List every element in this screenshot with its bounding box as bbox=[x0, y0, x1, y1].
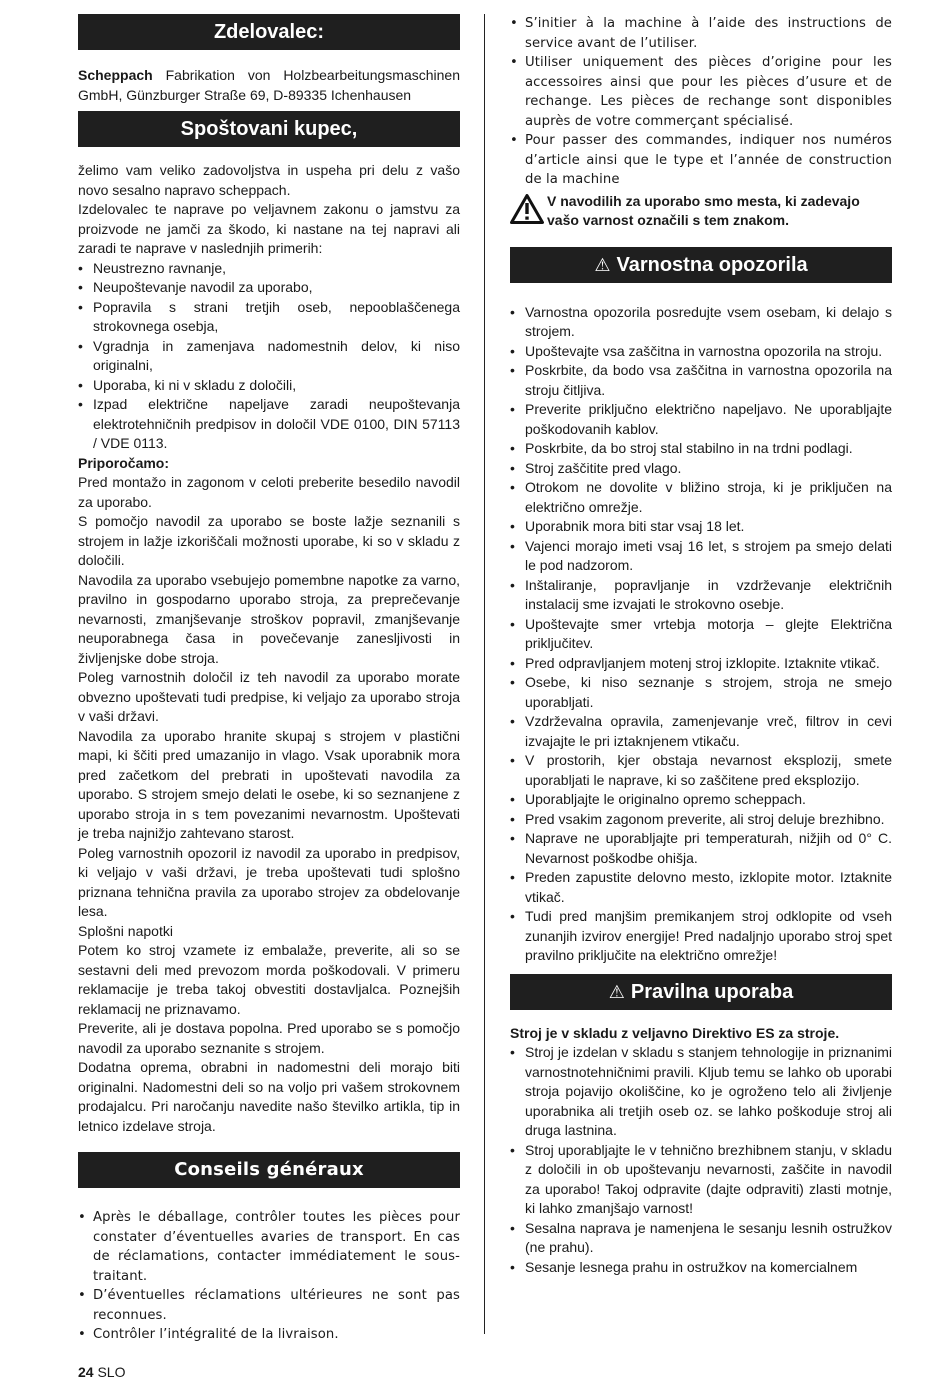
list-item: • Vzdrževalna opravila, zamenjevanje vreč, filtrov in cevi izvajajte le pri iztaknjenem vtikaču. bbox=[510, 712, 892, 751]
conseils-heading: Conseils généraux bbox=[78, 1152, 460, 1188]
list-item: • S’initier à la machine à l’aide des instructions de service avant de l’utiliser. bbox=[510, 14, 892, 53]
warnings-list bbox=[510, 303, 892, 966]
paragraph: Pred montažo in zagonom v celoti preberite besedilo navodil za uporabo. bbox=[78, 474, 460, 510]
list-item: • Uporabnik mora biti star vsaj 18 let. bbox=[510, 517, 892, 537]
list-item: • Naprave ne uporabljajte pri temperaturah, nižjih od 0° C. Nevarnost poškodbe ohišja. bbox=[510, 829, 892, 868]
list-item: • Pred odpravljanjem motenj stroj izklopite. Iztaknite vtikač. bbox=[510, 654, 892, 674]
warnings-heading-label: Varnostna opozorila bbox=[616, 253, 808, 276]
list-item: • D’éventuelles réclamations ultérieures ne sont pas reconnues. bbox=[78, 1286, 460, 1325]
list-item: • Upoštevajte vsa zaščitna in varnostna opozorila na stroju. bbox=[510, 342, 892, 362]
list-item: • Après le déballage, contrôler toutes les pièces pour constater d’éventuelles avaries de transport. En cas de réclamations, contacter immédiatement le sous-traitant. bbox=[78, 1208, 460, 1286]
customer-liability: Izdelovalec te naprave po veljavnem zakonu o jamstvu za proizvode ne jamči za škodo, ki nastane na tej napravi ali zaradi te naprave v naslednjih primerih: bbox=[78, 201, 460, 256]
warning-icon: ⚠ bbox=[608, 981, 625, 1003]
list-item: • Pour passer des commandes, indiquer nos numéros d’article ainsi que le type et l’année de construction de la machine bbox=[510, 131, 892, 190]
column-divider bbox=[484, 14, 485, 1334]
left-column bbox=[78, 14, 460, 1345]
page-number: 24 bbox=[78, 1364, 94, 1380]
list-item: • Upoštevajte smer vrtebja motorja – glejte Električna priključitev. bbox=[510, 615, 892, 654]
list-item: • Izpad električne napeljave zaradi neupoštevanja elektrotehničnih predpisov in določil VDE 0100, DIN 57113 / VDE 0113. bbox=[78, 395, 460, 454]
proper-use-heading-label: Pravilna uporaba bbox=[630, 980, 794, 1003]
page-footer bbox=[78, 1364, 125, 1380]
paragraph: Navodila za uporabo hranite skupaj s strojem v plastični mapi, ki ščiti pred umazanijo in vlago. Vsak uporabnik mora pred začetkom del prebrati in upoštevati navodila za uporabo. S strojem smejo delati le osebe, ki so seznanjene z uporabo stroja in s tem povezanimi nevarnostm. Upoštevati je treba najnižjo zahtevano starost. bbox=[78, 727, 460, 841]
list-item: • Preverite priključno električno napeljavo. Ne uporabljajte poškodovanih kablov. bbox=[510, 400, 892, 439]
paragraph: Potem ko stroj vzamete iz embalaže, preverite, ali so se sestavni deli med prevozom morda poškodovali. V primeru reklamacije je treba takoj obvestiti dostavljalca. Poznejših reklamacij ne priznavamo. bbox=[78, 942, 460, 1017]
general-notes-heading: Splošni napotki bbox=[78, 922, 173, 939]
list-item: • V prostorih, kjer obstaja nevarnost eksplozij, smete uporabljati le naprave, ki so zaščitene pred eksplozijo. bbox=[510, 751, 892, 790]
right-column bbox=[510, 14, 892, 1277]
liability-list bbox=[78, 259, 460, 454]
paragraph: Dodatna oprema, obrabni in nadomestni deli morajo biti originalni. Nadomestni deli so na voljo pri vašem strokovnem prodajalcu. Pri naročanju navedite našo številko artikla, tip in letnico izdelave stroja. bbox=[78, 1059, 460, 1134]
customer-intro: želimo vam veliko zadovoljstva in uspeha pri delu z vašo novo sesalno napravo scheppach. bbox=[78, 162, 460, 198]
conseils-list bbox=[78, 1208, 460, 1345]
paragraph: Preverite, ali je dostava popolna. Pred uporabo se s pomočjo navodil za uporabo seznanite s strojem. bbox=[78, 1020, 460, 1056]
list-item: • Tudi pred manjšim premikanjem stroj odklopite od vseh zunanjih izvirov energije! Pred nadaljnjo uporabo stroj spet pravilno priključite na električno omrežje! bbox=[510, 907, 892, 966]
list-item: • Poskrbite, da bo stroj stal stabilno in na trdni podlagi. bbox=[510, 439, 892, 459]
list-item: • Poskrbite, da bodo vsa zaščitna in varnostna opozorila na stroju čitljiva. bbox=[510, 361, 892, 400]
proper-use-heading bbox=[510, 974, 892, 1010]
list-item: • Neupoštevanje navodil za uporabo, bbox=[78, 278, 460, 298]
list-item: • Otrokom ne dovolite v bližino stroja, ki je priključen na električno omrežje. bbox=[510, 478, 892, 517]
list-item: • Preden zapustite delovno mesto, izklopite motor. Iztaknite vtikač. bbox=[510, 868, 892, 907]
proper-use-lead: Stroj je v skladu z veljavno Direktivo ES za stroje. bbox=[510, 1024, 840, 1041]
customer-heading: Spoštovani kupec, bbox=[78, 111, 460, 147]
conseils-list-continued bbox=[510, 14, 892, 190]
list-item: • Sesanje lesnega prahu in ostružkov na komercialnem bbox=[510, 1258, 892, 1278]
list-item: • Uporabljajte le originalno opremo scheppach. bbox=[510, 790, 892, 810]
manufacturer-heading: Zdelovalec: bbox=[78, 14, 460, 50]
paragraph: Navodila za uporabo vsebujejo pomembne napotke za varno, pravilno in gospodarno uporabo stroja, za preprečevanje nevarnosti, zmanjševanje stroškov popravil, zmanjševanje neuporabnega časa in povečevanje zanesljivosti in življenjske dobe stroja. bbox=[78, 571, 460, 666]
list-item: • Inštaliranje, popravljanje in vzdrževanje električnih instalacij sme izvajati le strokovno osebje. bbox=[510, 576, 892, 615]
list-item: • Stroj uporabljajte le v tehnično brezhibnem stanju, v skladu z določili in ob upoštevanju nevarnosti, zaščite in navodil za uporabo! Takoj odpravite (dajte odpraviti) zlasti motnje, ki lahko zmanjšajo varnost! bbox=[510, 1141, 892, 1219]
manufacturer-address: Fabrikation von Holzbearbeitungsmaschinen GmbH, Günzburger Straße 69, D-89335 Ichenhausen bbox=[78, 67, 460, 103]
paragraph: Poleg varnostnih opozoril iz navodil za uporabo in predpisov, ki veljajo v vaši državi, je treba upoštevati tudi splošno priznana tehnična pravila za uporabo strojev za obdelovanje lesa. bbox=[78, 844, 460, 919]
manufacturer-name: Scheppach bbox=[78, 67, 153, 83]
list-item: • Varnostna opozorila posredujte vsem osebam, ki delajo s strojem. bbox=[510, 303, 892, 342]
safety-note bbox=[510, 192, 892, 231]
warning-icon: ⚠ bbox=[594, 254, 611, 276]
list-item: • Vajenci morajo imeti vsaj 16 let, s strojem pa smejo delati le pod nadzorom. bbox=[510, 537, 892, 576]
list-item: • Utiliser uniquement des pièces d’origine pour les accessoires ainsi que pour les pièces d’usure et de rechange. Les pièces de rechange sont disponibles auprès de votre commerçant spécialisé. bbox=[510, 53, 892, 131]
list-item: • Stroj zaščitite pred vlago. bbox=[510, 459, 892, 479]
list-item: • Osebe, ki niso seznanje s strojem, stroja ne smejo uporabljati. bbox=[510, 673, 892, 712]
paragraph: Poleg varnostnih določil iz teh navodil za uporabo morate obvezno upoštevati tudi predpise, ki veljajo za uporabo stroja v vaši državi. bbox=[78, 669, 460, 724]
warning-triangle-icon bbox=[510, 194, 544, 224]
warnings-heading bbox=[510, 247, 892, 283]
list-item: • Stroj je izdelan v skladu s stanjem tehnologije in priznanimi varnostnotehničnimi pravili. Kljub temu se lahko ob uporabi stroja pojavijo okoliščine, ko je ogroženo telo ali življenje uporabnika ali tretjih oseb oz. se lahko poškoduje stroj ali druga lastnina. bbox=[510, 1043, 892, 1141]
list-item: • Pred vsakim zagonom preverite, ali stroj deluje brezhibno. bbox=[510, 810, 892, 830]
recommend-heading: Priporočamo: bbox=[78, 454, 170, 471]
list-item: • Neustrezno ravnanje, bbox=[78, 259, 460, 279]
list-item: • Vgradnja in zamenjava nadomestnih delov, ki niso originalni, bbox=[78, 337, 460, 376]
language-code: SLO bbox=[97, 1364, 126, 1380]
proper-use-list bbox=[510, 1043, 892, 1277]
list-item: • Popravila s strani tretjih oseb, nepooblaščenega strokovnega osebja, bbox=[78, 298, 460, 337]
list-item: • Contrôler l’intégralité de la livraison. bbox=[78, 1325, 460, 1345]
safety-note-text: V navodilih za uporabo smo mesta, ki zadevajo vašo varnost označili s tem znakom. bbox=[547, 192, 860, 228]
manufacturer-info bbox=[78, 66, 460, 105]
paragraph: S pomočjo navodil za uporabo se boste lažje seznanili s strojem in lažje izkoriščali možnosti uporabe, ki so v skladu z določili. bbox=[78, 513, 460, 568]
list-item: • Sesalna naprava je namenjena le sesanju lesnih ostružkov (ne prahu). bbox=[510, 1219, 892, 1258]
list-item: • Uporaba, ki ni v skladu z določili, bbox=[78, 376, 460, 396]
